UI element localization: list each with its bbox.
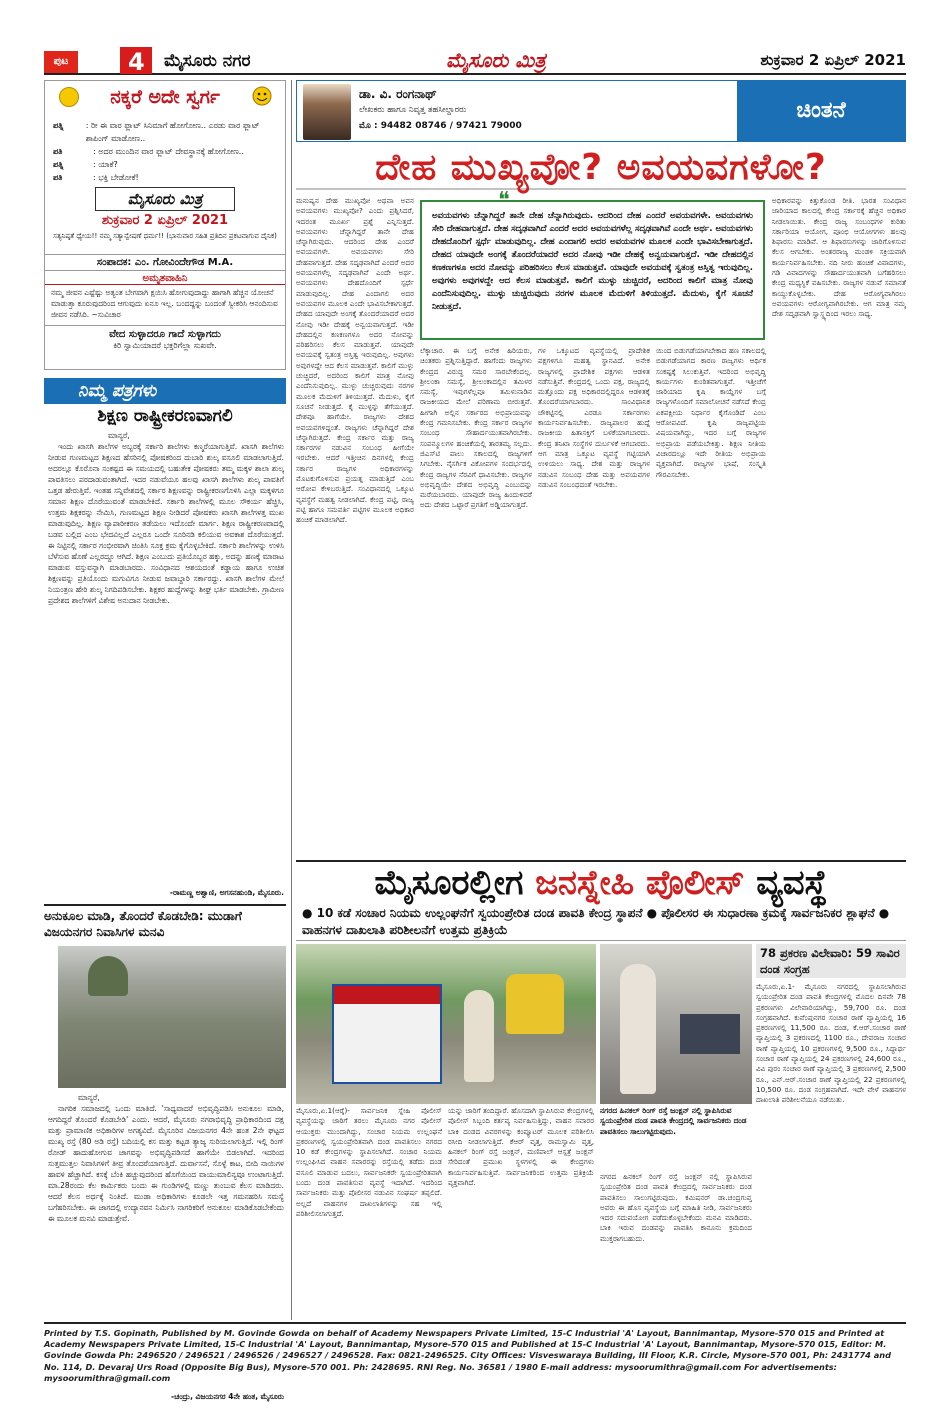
police-headline-part: ಮೈಸೂರಲ್ಲೀಗ [374, 863, 536, 903]
mitra-logo: ಮೈಸೂರು ಮಿತ್ರ [95, 187, 235, 211]
article-column: ಗಳ ಒಕ್ಕೂಟದ ವ್ಯವಸ್ಥೆಯಲ್ಲಿ ಪ್ರಾದೇಶಿಕ ಪಕ್ಷಗಳಿಗೂ ಮಹತ್ವ ಸ್ಥಾನವಿದೆ. ಅನೇಕ ರಾಜ್ಯಗಳಲ್ಲಿ ಪ್ರಾದೇಶಿಕ ಪಕ್ಷಗಳು ಆಡಳಿತ ನಡೆಸುತ್ತಿವೆ. ಕೇಂದ್ರದಲ್ಲಿ ಒಂದು ಪಕ್ಷ, ರಾಜ್ಯದಲ್ಲಿ ಮತ್ತೊಂದು ಪಕ್ಷ ಅಧಿಕಾರದಲ್ಲಿದ್ದರೂ ಆಡಳಿತಕ್ಕೆ ತೊಂದರೆಯಾಗಬಾರದು. ಸಾಂವಿಧಾನಿಕ ಚೌಕಟ್ಟಿನಲ್ಲಿ ಎರಡೂ ಸರ್ಕಾರಗಳು ಕಾರ್ಯನಿರ್ವಹಿಸಬೇಕು. ರಾಜ್ಯಪಾಲರ ಹುದ್ದೆ ರಾಜಕೀಯ ಹಿತಾಸಕ್ತಿಗೆ ಬಳಕೆಯಾಗಬಾರದು. ಕೇಂದ್ರ ತನಿಖಾ ಸಂಸ್ಥೆಗಳ ದುರ್ಬಳಕೆ ಆಗಬಾರದು. ಆಗ ಮಾತ್ರ ಒಕ್ಕೂಟ ವ್ಯವಸ್ಥೆ ಗಟ್ಟಿಯಾಗಿ ಉಳಿಯಲು ಸಾಧ್ಯ. ದೇಶ ಮತ್ತು ರಾಜ್ಯಗಳ ನಡುವಿನ ಸಂಬಂಧ ದೇಹ ಮತ್ತು ಅವಯವಗಳ ನಡುವಿನ ಸಂಬಂಧದಂತೆ ಇರಬೇಕು. [538, 346, 650, 489]
mitra-date: ಶುಕ್ರವಾರ 2 ಏಪ್ರಿಲ್ 2021 [101, 213, 229, 228]
author-role: ಲೇಖಕರು ಹಾಗೂ ನಿವೃತ್ತ ತಹಸೀಲ್ದಾರರು [359, 105, 467, 115]
proverb-text: ಕಿರಿ ಸ್ವಾಮಿಯಾದರೆ ಭಕ್ತರಿಗೆಲ್ಲಾ ಸುಖವೇ. [113, 341, 217, 350]
article-column: ಅಧಿಕಾರವನ್ನು ಕಿತ್ತುಕೊಂಡ ರೀತಿ. ಭಾರತ ಸಂವಿಧಾನ ಜಾರಿಯಾದ ಕಾಲದಲ್ಲಿ ಕೇಂದ್ರ ಸರ್ಕಾರಕ್ಕೆ ಹೆಚ್ಚಿನ ಅಧಿಕಾರ ನೀಡಲಾಯಿತು. ಕೇಂದ್ರ ರಾಜ್ಯ ಸಂಬಂಧಗಳ ಕುರಿತು ಸರ್ಕಾರಿಯಾ ಆಯೋಗ, ಪೂಂಛಿ ಆಯೋಗಗಳು ಹಲವು ಶಿಫಾರಸು ಮಾಡಿವೆ. ಆ ಶಿಫಾರಸುಗಳನ್ನು ಜಾರಿಗೊಳಿಸುವ ಕೆಲಸ ಆಗಬೇಕು. ಅಂತರರಾಜ್ಯ ಮಂಡಳಿ ಸಕ್ರಿಯವಾಗಿ ಕಾರ್ಯನಿರ್ವಹಿಸಬೇಕು. ನದಿ ನೀರು ಹಂಚಿಕೆ ವಿವಾದಗಳು, ಗಡಿ ವಿವಾದಗಳನ್ನು ಸೌಹಾರ್ದಯುತವಾಗಿ ಬಗೆಹರಿಸಲು ಕೇಂದ್ರ ಮಧ್ಯಸ್ಥಿಕೆ ವಹಿಸಬೇಕು. ರಾಜ್ಯಗಳ ನಡುವೆ ಸಮಾನತೆ ಕಾಯ್ದುಕೊಳ್ಳಬೇಕು. ದೇಹ ಆರೋಗ್ಯವಾಗಿರಲು ಅವಯವಗಳು ಆರೋಗ್ಯವಾಗಿರಬೇಕು. ಆಗ ಮಾತ್ರ ನಮ್ಮ ದೇಶ ಸದೃಢವಾಗಿ ಸ್ವಾಸ್ಥ್ಯದಿಂದ ಇರಲು ಸಾಧ್ಯ. [772, 196, 906, 319]
letter-text: ಇಂದು ಖಾಸಗಿ ಶಾಲೆಗಳ ಅಬ್ಬರಕ್ಕೆ ಸರ್ಕಾರಿ ಶಾಲೆಗಳು ಕಣ್ಮರೆಯಾಗುತ್ತಿವೆ. ಖಾಸಗಿ ಶಾಲೆಗಳು ನೀಡುವ ಗುಣಮಟ್ಟದ ಶಿಕ್ಷಣದ ಹೆಸರಿನಲ್ಲಿ ಪೋಷಕರಿಂದ ದುಬಾರಿ ಶುಲ್ಕ ವಸೂಲಿ ಮಾಡಲಾಗುತ್ತಿದೆ. ಅದರಲ್ಲೂ ಕೊರೊನಾ ಸಂಕಷ್ಟದ ಈ ಸಮಯದಲ್ಲಿ ಬಹುತೇಕ ಪೋಷಕರು ತಮ್ಮ ಮಕ್ಕಳ ಶಾಲಾ ಶುಲ್ಕ ಪಾವತಿಸಲು ಪರದಾಡುವಂತಾಗಿದೆ. ಇದರ ನಡುವೆಯೂ ಹಲವು ಖಾಸಗಿ ಶಾಲೆಗಳು ಶುಲ್ಕ ಪಾವತಿಗೆ ಒತ್ತಡ ಹೇರುತ್ತಿವೆ. ಇಂತಹ ಸನ್ನಿವೇಶದಲ್ಲಿ ಸರ್ಕಾರ ಶಿಕ್ಷಣವನ್ನು ರಾಷ್ಟ್ರೀಕರಣಗೊಳಿಸಿ ಎಲ್ಲಾ ಮಕ್ಕಳಿಗೂ ಸಮಾನ ಶಿಕ್ಷಣ ದೊರೆಯುವಂತೆ ಮಾಡಬೇಕಿದೆ. ಸರ್ಕಾರಿ ಶಾಲೆಗಳಲ್ಲಿ ಮೂಲ ಸೌಕರ್ಯ ಹೆಚ್ಚಿಸಿ, ಉತ್ತಮ ಶಿಕ್ಷಕರನ್ನು ನೇಮಿಸಿ, ಗುಣಮಟ್ಟದ ಶಿಕ್ಷಣ ನೀಡಿದರೆ ಪೋಷಕರು ಖಾಸಗಿ ಶಾಲೆಗಳತ್ತ ಮುಖ ಮಾಡುವುದಿಲ್ಲ. ಶಿಕ್ಷಣ ವ್ಯಾಪಾರೀಕರಣ ತಡೆಯಲು ಇದೊಂದೇ ಮಾರ್ಗ. ಶಿಕ್ಷಣ ರಾಷ್ಟ್ರೀಕರಣವಾದಲ್ಲಿ ಬಡವ ಬಲ್ಲಿದ ಎಂಬ ಭೇದವಿಲ್ಲದೆ ಎಲ್ಲರೂ ಒಂದೇ ಸೂರಿನಡಿ ಕಲಿಯುವ ಅವಕಾಶ ದೊರೆಯುತ್ತದೆ. ಈ ನಿಟ್ಟಿನಲ್ಲಿ ಸರ್ಕಾರ ಗಂಭೀರವಾಗಿ ಚಿಂತಿಸಿ ಸೂಕ್ತ ಕ್ರಮ ಕೈಗೊಳ್ಳಬೇಕಿದೆ. ಸರ್ಕಾರಿ ಶಾಲೆಗಳನ್ನು ಉಳಿಸಿ ಬೆಳೆಸುವ ಹೊಣೆ ಎಲ್ಲರದ್ದೂ ಆಗಿದೆ. ಶಿಕ್ಷಣ ಎಂಬುದು ಪ್ರತಿಯೊಬ್ಬರ ಹಕ್ಕು, ಅದನ್ನು ಹಣಕ್ಕೆ ಮಾರಾಟ ಮಾಡುವ ವಸ್ತುವನ್ನಾಗಿ ಮಾಡಬಾರದು. ಸಂವಿಧಾನದ ಆಶಯದಂತೆ ಕಡ್ಡಾಯ ಹಾಗೂ ಉಚಿತ ಶಿಕ್ಷಣವನ್ನು ಪ್ರತಿಯೊಂದು ಮಗುವಿಗೂ ನೀಡುವ ಜವಾಬ್ದಾರಿ ಸರ್ಕಾರದ್ದು. ಖಾಸಗಿ ಶಾಲೆಗಳ ಮೇಲೆ ನಿಯಂತ್ರಣ ಹೇರಿ ಶುಲ್ಕ ನಿಗದಿಪಡಿಸಬೇಕು. ಶಿಕ್ಷಕರ ಹುದ್ದೆಗಳನ್ನು ಶೀಘ್ರ ಭರ್ತಿ ಮಾಡಬೇಕು. ಗ್ರಾಮೀಣ ಪ್ರದೇಶದ ಶಾಲೆಗಳಿಗೆ ವಿಶೇಷ ಅನುದಾನ ನೀಡಬೇಕು. [48, 442, 284, 605]
police-column: ನಗರದ ಹಿನಕಲ್ ರಿಂಗ್ ರಸ್ತೆ ಜಂಕ್ಷನ್ ನಲ್ಲಿ ಸ್ಥಾಪಿಸಿರುವ ಸ್ವಯಂಪ್ರೇರಿತ ದಂಡ ಪಾವತಿ ಕೇಂದ್ರದಲ್ಲಿ ಸಾರ್ವಜನಿಕರು ದಂಡ ಪಾವತಿಸಲು ಸಾಲುಗಟ್ಟಿರುವುದು. ಕಮಿಷನರ್ ಡಾ.ಚಂದ್ರಗುಪ್ತ ಅವರು ಈ ಹೊಸ ವ್ಯವಸ್ಥೆಯ ಬಗ್ಗೆ ಮಾಹಿತಿ ನೀಡಿ, ಸಾರ್ವಜನಿಕರು ಇದರ ಸದುಪಯೋಗ ಪಡೆದುಕೊಳ್ಳಬೇಕೆಂದು ಮನವಿ ಮಾಡಿದರು. ಬಾಕಿ ಇರುವ ದಂಡವನ್ನು ಪಾವತಿಸಿ ಕಾನೂನು ಕ್ರಮದಿಂದ ಮುಕ್ತರಾಗಬಹುದು. [600, 1172, 752, 1243]
pull-quote: ಅವಯವಗಳು ಚೆನ್ನಾಗಿದ್ದರೆ ತಾನೇ ದೇಹ ಚೆನ್ನಾಗಿರುವುದು. ಆದರಿಂದ ದೇಹ ಎಂದರೆ ಅವಯವಗಳೇ. ಅವಯವಗಳು ಸೇರಿ ದೇಹವಾಗುತ್ತದೆ. ದೇಹ ಸದೃಢವಾಗಿದೆ ಎಂದರೆ ಅದರ ಅವಯವಗಳೆಲ್ಲ ಸದೃಢವಾಗಿವೆ ಎಂದೇ ಅರ್ಥ. ಅವಯವಗಳು ದೇಹದೊಂದಿಗೆ ಸ್ಪರ್ಧೆ ಮಾಡುವುದಿಲ್ಲ. ದೇಹ ಎಂದಾಗಲಿ ಅದರ ಅವಯವಗಳ ಮೂಲಕ ಎಂದೇ ಭಾವಿಸಬೇಕಾಗುತ್ತದೆ. ದೇಹದ ಯಾವುದೇ ಅಂಗಕ್ಕೆ ತೊಂದರೆಯಾದರೆ ಅದರ ನೋವು ಇಡೀ ದೇಹಕ್ಕೆ ಅನ್ವಯವಾಗುತ್ತದೆ. ಇಡೀ ದೇಹದಲ್ಲಿನ ಕಣಕಣಗಳೂ ಅದರ ನೋವನ್ನು ಪರಿಹರಿಸಲು ಕೆಲಸ ಮಾಡುತ್ತವೆ. ಯಾವುದೇ ಅವಯವಕ್ಕೆ ಸ್ವತಂತ್ರ ಅಸ್ತಿತ್ವ ಇರುವುದಿಲ್ಲ. ಅವುಗಳು ಅವುಗಳದ್ದೇ ಆದ ಕೆಲಸ ಮಾಡುತ್ತವೆ. ಕಾಲಿಗೆ ಮುಳ್ಳು ಚುಚ್ಚಿದರೆ, ಅದರಿಂದ ಕಾಲಿಗೆ ಮಾತ್ರ ನೋವು ಎಂದೆನಿಸುವುದಿಲ್ಲ. ಮುಳ್ಳು ಚುಚ್ಚಿರುವುದು ನರಗಳ ಮೂಲಕ ಮೆದುಳಿಗೆ ತಿಳಿಯುತ್ತದೆ. ಮೆದುಳು, ಕೈಗೆ ಸೂಚನೆ ನೀಡುತ್ತದೆ. [420, 200, 765, 340]
police-column: ಮೈಸೂರು,ಏ.1- ಮೈಸೂರು ನಗರದಲ್ಲಿ ಸ್ಥಾಪಿಸಲಾಗಿರುವ ಸ್ವಯಂಪ್ರೇರಿತ ದಂಡ ಪಾವತಿ ಕೇಂದ್ರಗಳಲ್ಲಿ ಮೊದಲ ದಿನವೇ 78 ಪ್ರಕರಣಗಳು ವಿಲೇವಾರಿಯಾಗಿದ್ದು, 59,700 ರೂ. ದಂಡ ಸಂಗ್ರಹವಾಗಿದೆ. ಕುವೆಂಪುನಗರ ಸಂಚಾರ ಠಾಣೆ ವ್ಯಾಪ್ತಿಯಲ್ಲಿ 16 ಪ್ರಕರಣಗಳಲ್ಲಿ 11,500 ರೂ. ದಂಡ, ಕೆ.ಆರ್.ಸಂಚಾರ ಠಾಣೆ ವ್ಯಾಪ್ತಿಯಲ್ಲಿ 3 ಪ್ರಕರಣದಲ್ಲಿ 1100 ರೂ., ದೇವರಾಜ ಸಂಚಾರ ಠಾಣೆ ವ್ಯಾಪ್ತಿಯಲ್ಲಿ 10 ಪ್ರಕರಣಗಳಲ್ಲಿ 9,500 ರೂ., ಸಿದ್ಧಾರ್ಥ ಸಂಚಾರ ಠಾಣೆ ವ್ಯಾಪ್ತಿಯಲ್ಲಿ 24 ಪ್ರಕರಣಗಳಲ್ಲಿ 24,600 ರೂ., ವಿವಿ ಪುರಂ ಸಂಚಾರ ಠಾಣೆ ವ್ಯಾಪ್ತಿಯಲ್ಲಿ 3 ಪ್ರಕರಣಗಳಲ್ಲಿ 2,500 ರೂ., ಎನ್.ಆರ್.ಸಂಚಾರ ಠಾಣೆ ವ್ಯಾಪ್ತಿಯಲ್ಲಿ 22 ಪ್ರಕರಣಗಳಲ್ಲಿ 10,500 ರೂ. ದಂಡ ಸಂಗ್ರಹವಾಗಿದೆ. ಇದೇ ವೇಳೆ ವಾಹನಗಳ ದಾಖಲಾತಿ ಪರಿಶೀಲನೆಯೂ ನಡೆಯಿತು. [756, 982, 906, 1105]
article-headline: ದೇಹ ಮುಖ್ಯವೋ? ಅವಯವಗಳೋ? [296, 146, 906, 190]
chintane-header [296, 80, 906, 142]
police-column: ಯನ್ನು ಜಾರಿಗೆ ತಂದಿದ್ದಾರೆ. ಹೊಸದಾಗಿ ಸ್ಥಾಪಿಸಿರುವ ಕೇಂದ್ರಗಳಲ್ಲಿ ಪೊಲೀಸ್ ಸಿಬ್ಬಂದಿ ಕರ್ತವ್ಯ ನಿರ್ವಹಿಸುತ್ತಿದ್ದು, ವಾಹನ ಸವಾರರ ಬಾಕಿ ದಂಡದ ವಿವರಗಳನ್ನು ಕಂಪ್ಯೂಟರ್ ಮೂಲಕ ಪರಿಶೀಲಿಸಿ ರಸೀದಿ ನೀಡಲಾಗುತ್ತಿದೆ. ಕೆಆರ್ ವೃತ್ತ, ರಾಮಸ್ವಾಮಿ ವೃತ್ತ, ಹಿನಕಲ್ ರಿಂಗ್ ರಸ್ತೆ ಜಂಕ್ಷನ್, ಮಣಿಪಾಲ್ ಆಸ್ಪತ್ರೆ ಜಂಕ್ಷನ್ ಸೇರಿದಂತೆ ಪ್ರಮುಖ ಸ್ಥಳಗಳಲ್ಲಿ ಈ ಕೇಂದ್ರಗಳು ಕಾರ್ಯನಿರ್ವಹಿಸುತ್ತಿವೆ. ಸಾರ್ವಜನಿಕರಿಂದ ಉತ್ತಮ ಪ್ರತಿಕ್ರಿಯೆ ವ್ಯಕ್ತವಾಗಿದೆ. [448, 1106, 594, 1188]
monitor-figure [680, 1014, 740, 1054]
issue-date: ಶುಕ್ರವಾರ 2 ಏಪ್ರಿಲ್ 2021 [760, 51, 906, 69]
author-name: ಡಾ. ವಿ. ರಂಗನಾಥ್ [359, 87, 437, 101]
joke-line [53, 158, 279, 171]
paper-logo: ಮೈಸೂರು ಮಿತ್ರ [446, 48, 546, 72]
joke-dialogue [53, 119, 279, 184]
joke-line [53, 171, 279, 184]
joke-speaker: ಪತ್ನಿ [53, 160, 64, 169]
page-label: ಪುಟ [44, 51, 78, 73]
proverb-title: ವೇದ ಸುಳ್ಳಾದರೂ ಗಾದೆ ಸುಳ್ಳಾಗದು [45, 325, 285, 340]
section-title: ಮೈಸೂರು ನಗರ [164, 51, 251, 71]
joke-title: ನಕ್ಕರೆ ಅದೇ ಸ್ವರ್ಗ [110, 86, 220, 108]
joke-speaker: ಪತಿ [53, 173, 63, 182]
garbage-site-photo [58, 946, 286, 1088]
letter-headline: ಶಿಕ್ಷಣ ರಾಷ್ಟ್ರೀಕರಣವಾಗಲಿ [97, 406, 233, 426]
joke-box [44, 80, 286, 370]
police-headline-highlight: ಜನಸ್ನೇಹಿ ಪೊಲೀಸ್ [535, 863, 745, 903]
mitra-tagline: ಸತ್ಯನಿಷ್ಠತೆ ಧ್ಯೇಯ!! ನಮ್ಮ ಸತ್ಯಾನ್ವೇಷಣೆ ಧರ್ಮ!! (ಭಾನುವಾರ ಸಹಿತ ಪ್ರತಿದಿನ ಪ್ರಕಟವಾಗುವ ದೈನಿಕ) [53, 232, 277, 240]
anukula-headline: ಅನುಕೂಲ ಮಾಡಿ, ತೊಂದರೆ ಕೊಡಬೇಡಿ: ಮುಡಾಗೆ ವಿಜಯನಗರ ನಿವಾಸಿಗಳ ಮನವಿ [44, 904, 286, 940]
fine-stats-headline: 78 ಪ್ರಕರಣ ವಿಲೇವಾರಿ: 59 ಸಾವಿರ ದಂಡ ಸಂಗ್ರಹ [756, 944, 906, 978]
anukula-signature: -ಚಂದ್ರು, ವಿಜಯನಗರ 4ನೇ ಹಂತ, ಮೈಸೂರು [170, 1392, 284, 1401]
letter-body [48, 430, 284, 894]
joke-text: : ಯಾಕೆ? [93, 160, 118, 169]
joke-speaker: ಪತಿ [53, 147, 63, 156]
page-number: 4 [128, 48, 145, 76]
fine-booth-photo [296, 944, 596, 1104]
police-subhead: ● 10 ಕಡೆ ಸಂಚಾರ ನಿಯಮ ಉಲ್ಲಂಘನೆಗೆ ಸ್ವಯಂಪ್ರೇರಿತ ದಂಡ ಪಾವತಿ ಕೇಂದ್ರ ಸ್ಥಾಪನೆ ● ಪೊಲೀಸರ ಈ ಸುಧಾರಣಾ ಕ್ರಮಕ್ಕೆ ಸಾರ್ವಜನಿಕರ ಶ್ಲಾಘನೆ ● ವಾಹನಗಳ ದಾಖಲಾತಿ ಪರಿಶೀಲನೆಗೆ ಉತ್ತಮ ಪ್ರತಿಕ್ರಿಯೆ [296, 905, 906, 941]
police-column: ಮೈಸೂರು,ಏ.1(ಆರ್‍ಕೆ)- ಸಾರ್ವಜನಿಕ ಸ್ನೇಹಿ ಪೊಲೀಸ್ ವ್ಯವಸ್ಥೆಯನ್ನು ಜಾರಿಗೆ ತರಲು ಮೈಸೂರು ನಗರ ಪೊಲೀಸ್ ಆಯುಕ್ತರು ಮುಂದಾಗಿದ್ದು, ಸಂಚಾರ ನಿಯಮ ಉಲ್ಲಂಘನೆ ಪ್ರಕರಣಗಳಲ್ಲಿ ಸ್ವಯಂಪ್ರೇರಿತವಾಗಿ ದಂಡ ಪಾವತಿಸಲು ನಗರದ 10 ಕಡೆ ಕೇಂದ್ರಗಳನ್ನು ಸ್ಥಾಪಿಸಲಾಗಿದೆ. ಸಂಚಾರ ನಿಯಮ ಉಲ್ಲಂಘಿಸಿದ ವಾಹನ ಸವಾರರನ್ನು ರಸ್ತೆಯಲ್ಲಿ ತಡೆದು ದಂಡ ವಸೂಲಿ ಮಾಡುವ ಬದಲು, ಸಾರ್ವಜನಿಕರೇ ಸ್ವಯಂಪ್ರೇರಿತವಾಗಿ ಬಂದು ದಂಡ ಪಾವತಿಸುವ ವ್ಯವಸ್ಥೆ ಇದಾಗಿದೆ. ಇದರಿಂದ ಸಾರ್ವಜನಿಕರು ಮತ್ತು ಪೊಲೀಸರ ನಡುವಿನ ಸಂಘರ್ಷ ತಪ್ಪಲಿದೆ. ಅಲ್ಲದೆ ವಾಹನಗಳ ದಾಖಲಾತಿಗಳನ್ನು ಸಹ ಇಲ್ಲಿ ಪರಿಶೀಲಿಸಲಾಗುತ್ತದೆ. [296, 1106, 442, 1218]
amrutavahini-body: ನಮ್ಮ ಜೀವನ ಎಷ್ಟೆಷ್ಟು ಅತ್ಯಂತ ಬೇಗವಾಗಿ ಕ್ಷಯಿಸಿ ಹೋಗುವುದಾದ್ದು ಹಾಗಾಗಿ ಹೆಚ್ಚಿನ ಯೋಚನೆ ಮಾಡುತ್ತಾ ಕೂರುವುದರಿಂದ ಆಗುವುದು ಏನೂ ಇಲ್ಲ. ಬಂದದ್ದನ್ನು ಬಂದಂತೆ ಸ್ವೀಕರಿಸಿ ಆನಂದಿಸುವ ಜೀವನ ನಡೆಸಿರಿ. ~ಸುವಿಚಾರ [51, 288, 278, 319]
anukula-text: ನಾಗರಿಕ ಸಮಾಜದಲ್ಲಿ ಒಂದು ಮಾತಿದೆ. 'ಸಾಧ್ಯವಾದರೆ ಅಭಿವೃದ್ಧಿಪಡಿಸಿ ಅನುಕೂಲ ಮಾಡಿ, ಆಗದಿದ್ದರೆ ತೊಂದರೆ ಕೊಡಬೇಡಿ' ಎಂದು. ಆದರೆ, ಮೈಸೂರು ನಗರಾಭಿವೃದ್ಧಿ ಪ್ರಾಧಿಕಾರದಿಂದ ದಕ್ಷ ಮತ್ತು ಪ್ರಾಮಾಣಿಕ ಅಧಿಕಾರಿಗಳ ಅಗತ್ಯವಿದೆ. ಮೈಸೂರಿನ ವಿಜಯನಗರ 4ನೇ ಹಂತ 2ನೇ ಘಟ್ಟದ ಮುಖ್ಯ ರಸ್ತೆ (80 ಅಡಿ ರಸ್ತೆ) ಬದಿಯಲ್ಲಿ ಕಸ ಮತ್ತು ಕಟ್ಟಡ ತ್ಯಾಜ್ಯ ಸುರಿಯಲಾಗುತ್ತಿದೆ. ಇಲ್ಲಿ ರಿಂಗ್ ರೋಡ್ ಹಾದುಹೋಗುವ ಜಾಗವನ್ನು ಅಭಿವೃದ್ಧಿಪಡಿಸದೆ ಹಾಗೆಯೇ ಬಿಡಲಾಗಿದೆ. ಇದರಿಂದ ಸುತ್ತಮುತ್ತಲ ನಿವಾಸಿಗಳಿಗೆ ತೀವ್ರ ತೊಂದರೆಯಾಗುತ್ತಿದೆ. ದುರ್ವಾಸನೆ, ಸೊಳ್ಳೆ ಕಾಟ, ಬೀದಿ ನಾಯಿಗಳ ಹಾವಳಿ ಹೆಚ್ಚಾಗಿದೆ. ಕಸಕ್ಕೆ ಬೆಂಕಿ ಹಚ್ಚುವುದರಿಂದ ಹೊಗೆಯಿಂದ ವಾಯುಮಾಲಿನ್ಯವೂ ಉಂಟಾಗುತ್ತಿದೆ. ಮಾ.28ರಂದು ಕೆಲ ಕಾರ್ಮಿಕರು ಬಂದು ಈ ಗುಂಡಿಗಳಲ್ಲಿ ಮಣ್ಣು ತುಂಬುವ ಕೆಲಸ ಮಾಡಿದರು. ಆದರೆ ಕೆಲಸ ಅರ್ಧಕ್ಕೆ ನಿಂತಿದೆ. ಮುಡಾ ಅಧಿಕಾರಿಗಳು ಕೂಡಲೇ ಇತ್ತ ಗಮನಹರಿಸಿ ಸಮಸ್ಯೆ ಬಗೆಹರಿಸಬೇಕು. ಈ ಜಾಗದಲ್ಲಿ ಉದ್ಯಾನವನ ನಿರ್ಮಿಸಿ ನಾಗರಿಕರಿಗೆ ಅನುಕೂಲ ಮಾಡಿಕೊಡಬೇಕೆಂದು ಈ ಮೂಲಕ ಮನವಿ ಮಾಡುತ್ತೇವೆ. [48, 1104, 284, 1223]
imprint-footer: Printed by T.S. Gopinath, Published by M. Govinde Gowda on behalf of Academy Newspapers Private Limited, 15-C Industrial 'A' Layout, Bannimantap, Mysore-570 015 and Printed at Academy Newspapers Private Limited, 15-C Industrial 'A' Layout, Bannimantap, Mysore-570 015 and Published at 15-C Industrial 'A' Layout, Bannimantap, Mysore-570 015, Editor: M. Govinde Gowda Ph: 2496520 / 2496521 / 2496526 / 2496527 / 2496528. Fax: 0821-2496525. City Offices: Visveswaraya Building, III Floor, K.R. Circle, Mysore-570 001, Ph: 2431774 and No. 114, D. Devaraj Urs Road (Opposite Big Bus), Mysore-570 001. Ph: 2428695. RNI Reg. No. 36581 / 1980 E-mail address: mysoorumithra@gmail.com For advertisements: mysoorumithra@gmail.com [44, 1322, 906, 1384]
autorickshaw-figure [506, 974, 564, 1034]
left-column [44, 80, 286, 1401]
booth-shape [332, 984, 442, 1084]
letter-salutation: ಮಾನ್ಯರೆ, [108, 431, 130, 440]
column-divider [291, 80, 292, 1320]
letter-signature: -ರಾಮಣ್ಣ ಅಶ್ವಾಣಿ, ಅಗಸನಹುಂಡಿ, ಮೈಸೂರು. [169, 888, 284, 897]
joke-text: : ಭಕ್ತಿ ಬೇಡೋಕೆ! [93, 173, 139, 182]
joke-line [53, 119, 279, 145]
amrutavahini-heading: ಅಮೃತವಾಹಿನಿ [45, 273, 285, 285]
section-tag: ಚಿಂತನೆ [737, 81, 905, 141]
policeman-figure [620, 964, 656, 1094]
joke-speaker: ಪತ್ನಿ [53, 121, 64, 130]
photo-caption: ನಗರದ ಹಿನಕಲ್ ರಿಂಗ್ ರಸ್ತೆ ಜಂಕ್ಷನ್ ನಲ್ಲಿ ಸ್ಥಾಪಿಸಿರುವ ಸ್ವಯಂಪ್ರೇರಿತ ದಂಡ ಪಾವತಿ ಕೇಂದ್ರದಲ್ಲಿ ಸಾರ್ವಜನಿಕರು ದಂಡ ಪಾವತಿಸಲು ಸಾಲುಗಟ್ಟಿರುವುದು. [600, 1106, 747, 1136]
joke-line [53, 145, 279, 158]
police-headline [296, 860, 906, 902]
masthead [44, 47, 906, 75]
author-photo [303, 84, 351, 140]
author-phone: ಮೊ : 94482 08746 / 97421 79000 [359, 121, 522, 131]
policeman-figure [464, 990, 494, 1082]
joke-text: : ರೀ ಈ ವಾರ ಫ್ಲಾಟ್ ಸಿನಿಮಾಗೆ ಹೋಗೋಣ.. ಎರಡು ವಾರ ಫ್ಲಾಟ್ ಶಾಪಿಂಗ್ ಮಾಡೋಣ.. [85, 121, 260, 143]
article-column: ಲೆಕ್ಕಾಚಾರ. ಈ ಬಗ್ಗೆ ಅನೇಕ ಹಿರಿಯರು, ಚಿಂತಕರು ಪ್ರಶ್ನಿಸುತ್ತಿದ್ದಾರೆ. ಹಾಗೆಂದು ರಾಜ್ಯಗಳು ಕೇಂದ್ರದ ವಿರುದ್ಧ ಸಮರ ಸಾರಬೇಕೆಂದಲ್ಲ. ಶ್ರೀಲಂಕಾ ಸಮಸ್ಯೆ, ಶ್ರೀಲಂಕಾದಲ್ಲಿನ ತಮಿಳರ ಸಮಸ್ಯೆ, ಇವುಗಳೆಲ್ಲವೂ ತಮಿಳುನಾಡಿನ ರಾಜಕೀಯದ ಮೇಲೆ ಪರಿಣಾಮ ಬೀರುತ್ತವೆ. ಹೀಗಾಗಿ ಅಲ್ಲಿನ ಸರ್ಕಾರದ ಅಭಿಪ್ರಾಯವನ್ನು ಕೇಂದ್ರ ಗಮನಿಸಬೇಕು. ಕೇಂದ್ರ ಸರ್ಕಾರ ರಾಜ್ಯಗಳ ಸಂಬಂಧ ಸೌಹಾರ್ದಯುತವಾಗಿರಬೇಕು. ಸಂಪನ್ಮೂಲಗಳ ಹಂಚಿಕೆಯಲ್ಲಿ ತಾರತಮ್ಯ ಸಲ್ಲದು. ಜಿಎಸ್‍ಟಿ ಪಾಲು ಸಕಾಲದಲ್ಲಿ ರಾಜ್ಯಗಳಿಗೆ ಸಿಗಬೇಕು. ನೈಸರ್ಗಿಕ ವಿಕೋಪಗಳ ಸಂದರ್ಭದಲ್ಲಿ ಕೇಂದ್ರ ರಾಜ್ಯಗಳ ನೆರವಿಗೆ ಧಾವಿಸಬೇಕು. ರಾಜ್ಯಗಳ ಅಭಿವೃದ್ಧಿಯೇ ದೇಶದ ಅಭಿವೃದ್ಧಿ ಎಂಬುದನ್ನು ಮರೆಯಬಾರದು. ಯಾವುದೇ ರಾಜ್ಯ ಹಿಂದುಳಿದರೆ ಅದು ದೇಶದ ಒಟ್ಟಾರೆ ಪ್ರಗತಿಗೆ ಅಡ್ಡಿಯಾಗುತ್ತದೆ. [420, 346, 532, 510]
article-column: ಯಿಂದ ಬಿಡುಗಡೆಯಾಗಬೇಕಾದ ಹಣ ಸಕಾಲದಲ್ಲಿ ಬಿಡುಗಡೆಯಾಗದ ಕಾರಣ ರಾಜ್ಯಗಳು ಆರ್ಥಿಕ ಸಂಕಷ್ಟಕ್ಕೆ ಸಿಲುಕುತ್ತಿವೆ. ಇದರಿಂದ ಅಭಿವೃದ್ಧಿ ಕಾರ್ಯಗಳು ಕುಂಠಿತವಾಗುತ್ತವೆ. ಇತ್ತೀಚೆಗೆ ಜಾರಿಯಾದ ಕೃಷಿ ಕಾಯ್ದೆಗಳ ಬಗ್ಗೆ ರಾಜ್ಯಗಳೊಂದಿಗೆ ಸಮಾಲೋಚನೆ ನಡೆಸದೆ ಕೇಂದ್ರ ಏಕಪಕ್ಷೀಯ ನಿರ್ಧಾರ ಕೈಗೊಂಡಿದೆ ಎಂಬ ಆರೋಪವಿದೆ. ಕೃಷಿ ರಾಜ್ಯಪಟ್ಟಿಯ ವಿಷಯವಾಗಿದ್ದು, ಇದರ ಬಗ್ಗೆ ರಾಜ್ಯಗಳ ಅಭಿಪ್ರಾಯ ಪಡೆಯಬೇಕಿತ್ತು. ಶಿಕ್ಷಣ ನೀತಿಯ ವಿಚಾರದಲ್ಲೂ ಇದೇ ರೀತಿಯ ಅಭಿಪ್ರಾಯ ವ್ಯಕ್ತವಾಗಿದೆ. ರಾಜ್ಯಗಳ ಭಾಷೆ, ಸಂಸ್ಕೃತಿ ಗೌರವಿಸಬೇಕು. [656, 346, 766, 479]
counter-photo [600, 944, 752, 1104]
anukula-salutation: ಮಾನ್ಯರೆ, [78, 1093, 100, 1102]
police-headline-part: ವ್ಯವಸ್ಥೆ [744, 863, 828, 903]
article-column: ಮನುಷ್ಯನ ದೇಹ ಮುಖ್ಯವೋ ಅಥವಾ ಅವನ ಅವಯವಗಳು ಮುಖ್ಯವೋ? ಎಂದು ಪ್ರಶ್ನಿಸಿದರೆ, ಇದರಂತ ಮೂರ್ಖ ಪ್ರಶ್ನೆ ಎನ್ನಿಸುತ್ತದೆ. ಅವಯವಗಳು ಚೆನ್ನಾಗಿದ್ದರೆ ತಾನೇ ದೇಹ ಚೆನ್ನಾಗಿರುವುದು. ಆದರಿಂದ ದೇಹ ಎಂದರೆ ಅವಯವಗಳೇ. ಅವಯವಗಳು ಸೇರಿ ದೇಹವಾಗುತ್ತದೆ. ದೇಹ ಸದೃಢವಾಗಿದೆ ಎಂದರೆ ಅದರ ಅವಯವಗಳೆಲ್ಲ ಸದೃಢವಾಗಿವೆ ಎಂದೇ ಅರ್ಥ. ಅವಯವಗಳು ದೇಹದೊಂದಿಗೆ ಸ್ಪರ್ಧೆ ಮಾಡುವುದಿಲ್ಲ. ದೇಹ ಎಂದಾಗಲಿ ಅದರ ಅವಯವಗಳ ಮೂಲಕ ಎಂದೇ ಭಾವಿಸಬೇಕಾಗುತ್ತದೆ. ದೇಹದ ಯಾವುದೇ ಅಂಗಕ್ಕೆ ತೊಂದರೆಯಾದರೆ ಅದರ ನೋವು ಇಡೀ ದೇಹಕ್ಕೆ ಅನ್ವಯವಾಗುತ್ತದೆ. ಇಡೀ ದೇಹದಲ್ಲಿನ ಕಣಕಣಗಳೂ ಅದರ ನೋವನ್ನು ಪರಿಹರಿಸಲು ಕೆಲಸ ಮಾಡುತ್ತವೆ. ಯಾವುದೇ ಅವಯವಕ್ಕೆ ಸ್ವತಂತ್ರ ಅಸ್ತಿತ್ವ ಇರುವುದಿಲ್ಲ. ಅವುಗಳು ಅವುಗಳದ್ದೇ ಆದ ಕೆಲಸ ಮಾಡುತ್ತವೆ. ಕಾಲಿಗೆ ಮುಳ್ಳು ಚುಚ್ಚಿದರೆ, ಅದರಿಂದ ಕಾಲಿಗೆ ಮಾತ್ರ ನೋವು ಎಂದೆನಿಸುವುದಿಲ್ಲ. ಮುಳ್ಳು ಚುಚ್ಚಿರುವುದು ನರಗಳ ಮೂಲಕ ಮೆದುಳಿಗೆ ತಿಳಿಯುತ್ತದೆ. ಮೆದುಳು, ಕೈಗೆ ಸೂಚನೆ ನೀಡುತ್ತದೆ. ಕೈ ಮುಳ್ಳನ್ನು ತೆಗೆಯುತ್ತದೆ. ದೇಶವೂ ಹಾಗೆಯೇ. ರಾಜ್ಯಗಳು ದೇಶದ ಅವಯವಗಳಿದ್ದಂತೆ. ರಾಜ್ಯಗಳು ಚೆನ್ನಾಗಿದ್ದರೆ ದೇಶ ಚೆನ್ನಾಗಿರುತ್ತದೆ. ಕೇಂದ್ರ ಸರ್ಕಾರ ಮತ್ತು ರಾಜ್ಯ ಸರ್ಕಾರಗಳ ನಡುವಿನ ಸಂಬಂಧ ಹೀಗೆಯೇ ಇರಬೇಕು. ಆದರೆ ಇತ್ತೀಚಿನ ದಿನಗಳಲ್ಲಿ ಕೇಂದ್ರ ಸರ್ಕಾರ ರಾಜ್ಯಗಳ ಅಧಿಕಾರಗಳನ್ನು ಮೊಟಕುಗೊಳಿಸುವ ಪ್ರಯತ್ನ ಮಾಡುತ್ತಿದೆ ಎಂಬ ಆರೋಪ ಕೇಳಿಬರುತ್ತಿದೆ. ಸಂವಿಧಾನದಲ್ಲಿ ಒಕ್ಕೂಟ ವ್ಯವಸ್ಥೆಗೆ ಮಹತ್ವ ನೀಡಲಾಗಿದೆ. ಕೇಂದ್ರ ಪಟ್ಟಿ, ರಾಜ್ಯ ಪಟ್ಟಿ ಹಾಗೂ ಸಮವರ್ತಿ ಪಟ್ಟಿಗಳ ಮೂಲಕ ಅಧಿಕಾರ ಹಂಚಿಕೆ ಮಾಡಲಾಗಿದೆ. [296, 196, 414, 525]
joke-text: : ಅದರ ಮುಂದಿನ ವಾರ ಫ್ಲಾಟ್ ದೇವಸ್ಥಾನಕ್ಕೆ ಹೋಗೋಣ.. [93, 147, 244, 156]
letters-banner: ನಿಮ್ಮ ಪತ್ರಗಳು [44, 378, 286, 404]
editor-line: ಸಂಪಾದಕ: ಎಂ. ಗೋವಿಂದೇಗೌಡ M.A. [45, 254, 285, 271]
